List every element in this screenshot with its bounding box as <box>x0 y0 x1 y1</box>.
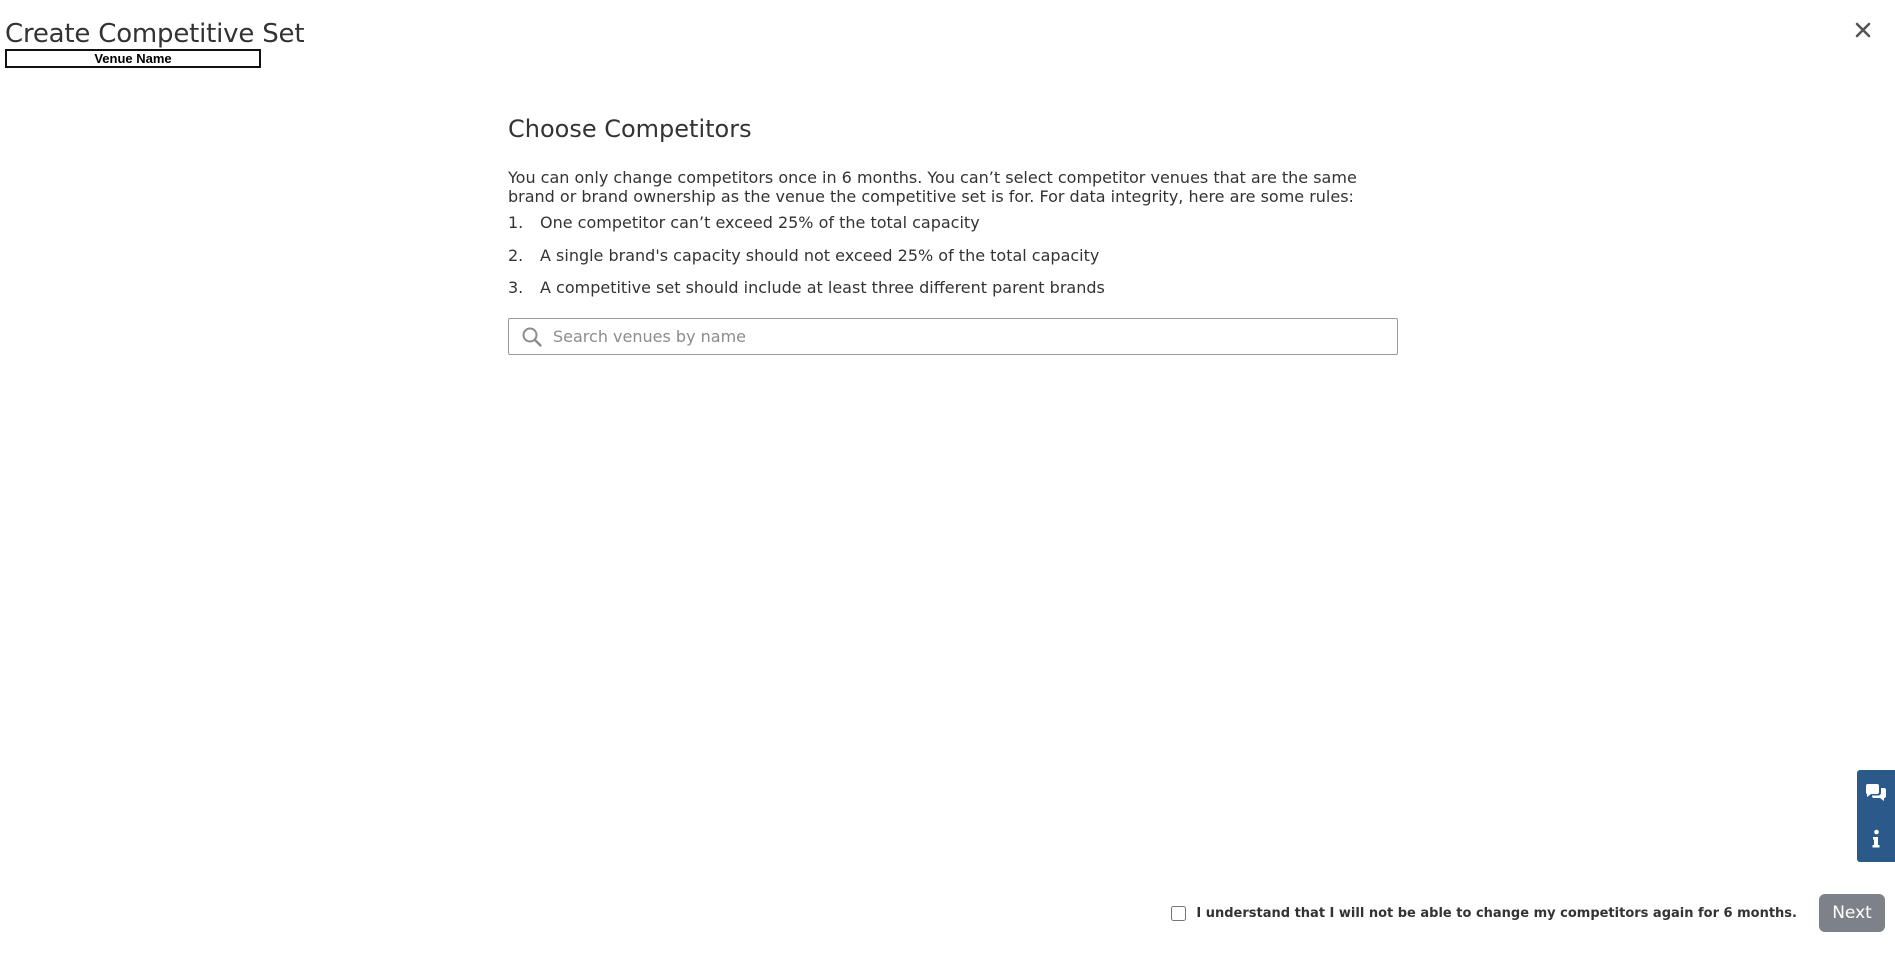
side-widget <box>1857 770 1895 862</box>
rule-item <box>508 246 1400 265</box>
chat-icon <box>1864 783 1888 803</box>
search-icon <box>521 326 543 348</box>
rule-text: A competitive set should include at least three different parent brands <box>540 278 1105 297</box>
intro-text: You can only change competitors once in 6 months. You can’t select competitor venues that are the same brand or brand ownership as the venue the competitive set is for. For data integrity, here are some rules: <box>508 168 1357 206</box>
rule-item <box>508 278 1400 297</box>
chat-button[interactable] <box>1857 770 1895 816</box>
rules-list <box>508 213 1400 297</box>
agree-checkbox-label[interactable] <box>1171 906 1797 921</box>
venue-name-label: Venue Name <box>5 49 261 68</box>
search-input[interactable] <box>553 322 1397 352</box>
info-button[interactable] <box>1857 816 1895 862</box>
rule-number: 2. <box>508 245 524 265</box>
choose-competitors-section <box>508 112 1400 311</box>
modal-footer <box>1171 894 1885 932</box>
next-button[interactable]: Next <box>1819 894 1885 932</box>
rule-number: 1. <box>508 213 524 232</box>
rule-text: A single brand's capacity should not exceed 25% of the total capacity <box>540 245 1100 265</box>
modal-title: Create Competitive Set <box>5 19 305 49</box>
agree-checkbox[interactable] <box>1171 906 1186 921</box>
rule-item <box>508 213 1400 232</box>
rule-number: 3. <box>508 278 524 297</box>
section-title: Choose Competitors <box>508 115 752 143</box>
venue-search-box[interactable] <box>508 318 1398 355</box>
info-icon <box>1871 829 1881 849</box>
agree-text: I understand that I will not be able to change my competitors again for 6 months. <box>1196 905 1797 921</box>
close-icon <box>1855 22 1871 38</box>
close-button[interactable] <box>1851 18 1875 42</box>
rule-text: One competitor can’t exceed 25% of the total capacity <box>540 213 980 232</box>
